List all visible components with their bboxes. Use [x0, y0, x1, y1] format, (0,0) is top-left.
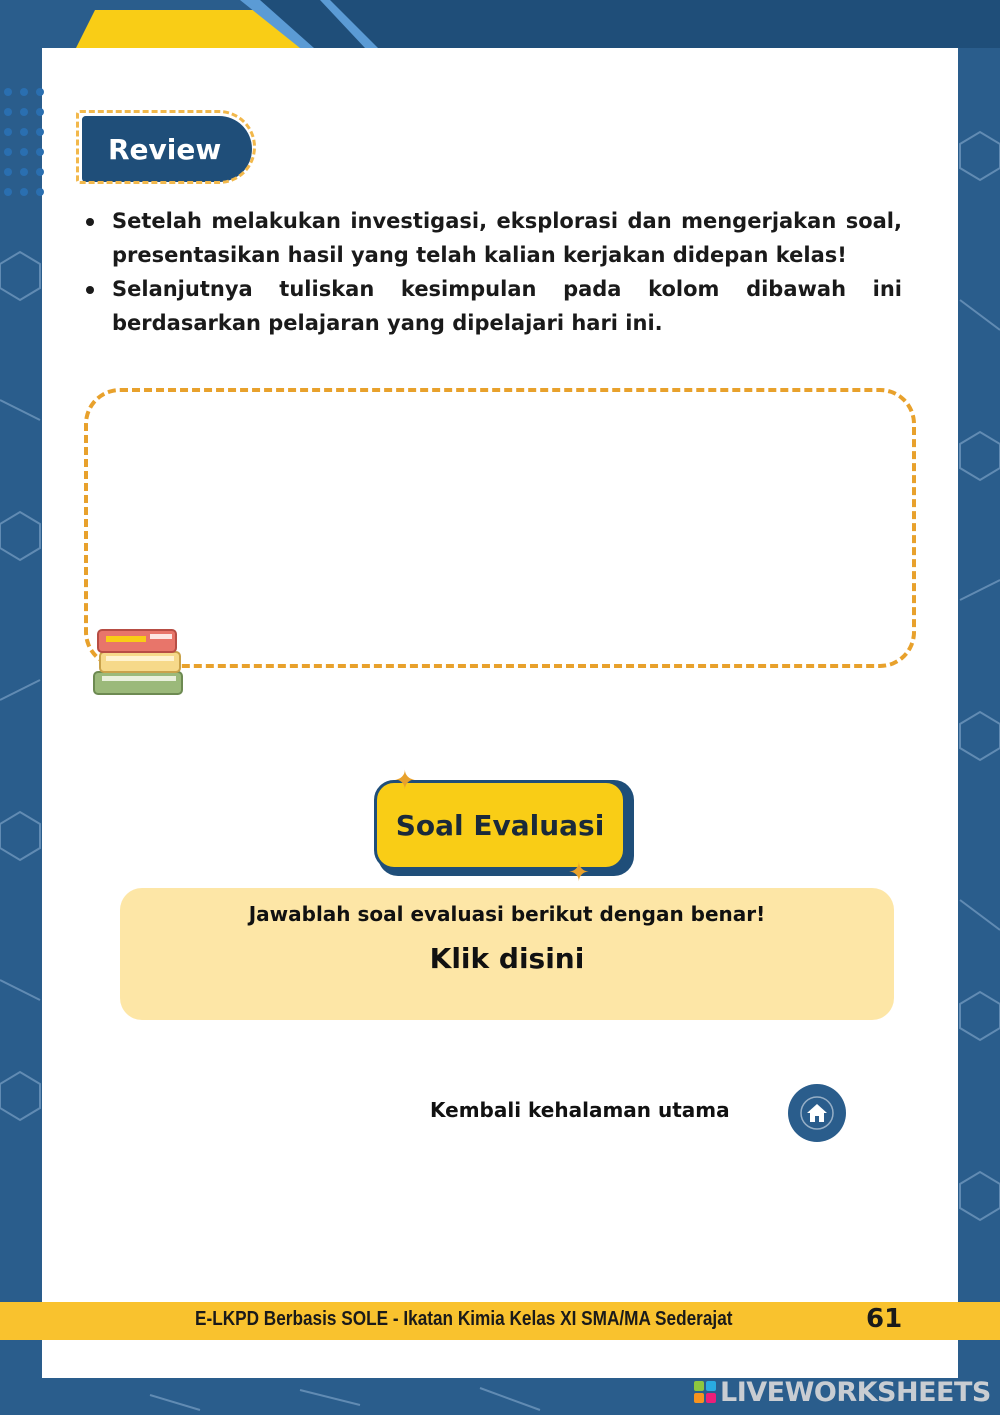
evaluation-link[interactable]: Klik disini	[429, 942, 585, 975]
books-icon	[88, 622, 188, 702]
sparkle-icon: ✦	[394, 766, 416, 796]
instruction-item: Selanjutnya tuliskan kesimpulan pada kolom dibawah ini berdasarkan pelajaran yang dipelajari hari ini.	[82, 272, 902, 340]
instruction-item: Setelah melakukan investigasi, eksplorasi dan mengerjakan soal, presentasikan hasil yang telah kalian kerjakan didepan kelas!	[82, 204, 902, 272]
conclusion-answer-box[interactable]	[84, 388, 916, 668]
home-button[interactable]	[788, 1084, 846, 1142]
page-number: 61	[866, 1304, 903, 1334]
footer-text: E-LKPD Berbasis SOLE - Ikatan Kimia Kelas XI SMA/MA Sederajat	[195, 1308, 733, 1330]
evaluation-instruction: Jawablah soal evaluasi berikut dengan benar!	[248, 902, 766, 926]
home-icon	[800, 1096, 834, 1130]
evaluation-panel	[120, 888, 894, 1020]
instruction-list	[82, 204, 902, 340]
review-label: Review	[82, 116, 252, 182]
liveworksheets-watermark	[694, 1374, 991, 1410]
review-heading	[76, 110, 266, 190]
dots-decoration	[0, 86, 60, 206]
sparkle-icon: ✦	[568, 858, 590, 888]
evaluation-title: Soal Evaluasi	[374, 780, 626, 870]
home-label: Kembali kehalaman utama	[430, 1098, 730, 1122]
review-dashed-outline	[76, 110, 256, 184]
liveworksheets-logo-icon	[694, 1381, 716, 1403]
watermark-text: LIVEWORKSHEETS	[720, 1376, 991, 1408]
evaluation-badge	[370, 768, 640, 886]
